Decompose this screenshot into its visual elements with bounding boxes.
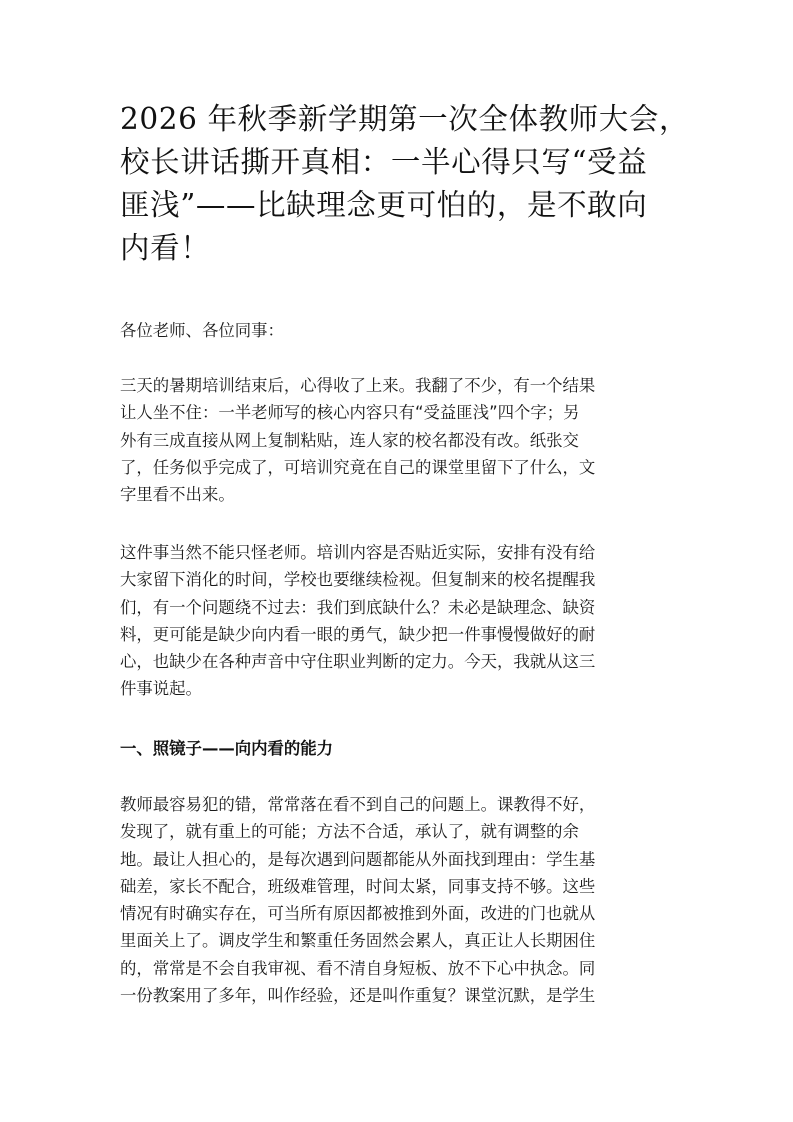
paragraph-line: 教师最容易犯的错，常常落在看不到自己的问题上。课教得不好， [120,795,596,814]
paragraph-2 [120,539,680,703]
paragraph-line: 们，有一个问题绕不过去：我们到底缺什么？未必是缺理念、缺资 [120,597,596,617]
title-line: 校长讲话撕开真相：一半心得只写“受益 [120,145,648,179]
paragraph-line: 外有三成直接从网上复制粘贴，连人家的校名都没有改。纸张交 [120,430,579,450]
title-line: 2026 年秋季新学期第一次全体教师大会， [120,102,690,136]
title-line: 匪浅”——比缺理念更可怕的，是不敢向 [120,188,648,222]
paragraph-line: 地。最让人担心的，是每次遇到问题都能从外面找到理由：学生基 [120,849,596,869]
paragraph-line: 三天的暑期培训结束后，心得收了上来。我翻了不少，有一个结果 [120,376,596,395]
paragraph-line: 情况有时确实存在，可当所有原因都被推到外面，改进的门也就从 [120,904,596,924]
paragraph-line: 让人坐不住：一半老师写的核心内容只有“受益匪浅”四个字；另 [120,403,580,423]
greeting [120,317,680,344]
paragraph-line: 心，也缺少在各种声音中守住职业判断的定力。今天，我就从这三 [120,652,596,672]
paragraph-line: 字里看不出来。 [120,485,235,505]
paragraph-line: 一份教案用了多年，叫作经验，还是叫作重复？课堂沉默，是学生 [120,986,596,1006]
paragraph-line: 了，任务似乎完成了，可培训究竟在自己的课堂里留下了什么，文 [120,457,596,477]
document-title [120,98,690,270]
paragraph-line: 础差，家长不配合，班级难管理，时间太紧，同事支持不够。这些 [120,876,596,896]
paragraph-line: 里面关上了。调皮学生和繁重任务固然会累人，真正让人长期困住 [120,931,596,951]
paragraph-3 [120,791,680,1009]
paragraph-line: 的，常常是不会自我审视、看不清自身短板、放不下心中执念。同 [120,958,596,978]
paragraph-line: 件事说起。 [120,679,202,699]
greeting-text: 各位老师、各位同事： [120,321,284,340]
paragraph-1 [120,372,680,508]
paragraph-line: 这件事当然不能只怪老师。培训内容是否贴近实际，安排有没有给 [120,543,596,562]
section-heading: 一、照镜子——向内看的能力 [120,739,334,758]
paragraph-line: 发现了，就有重上的可能；方法不合适，承认了，就有调整的余 [120,822,579,842]
title-line: 内看！ [120,231,211,265]
paragraph-line: 大家留下消化的时间，学校也要继续检视。但复制来的校名提醒我 [120,570,596,590]
paragraph-line: 料，更可能是缺少向内看一眼的勇气，缺少把一件事慢慢做好的耐 [120,624,596,644]
